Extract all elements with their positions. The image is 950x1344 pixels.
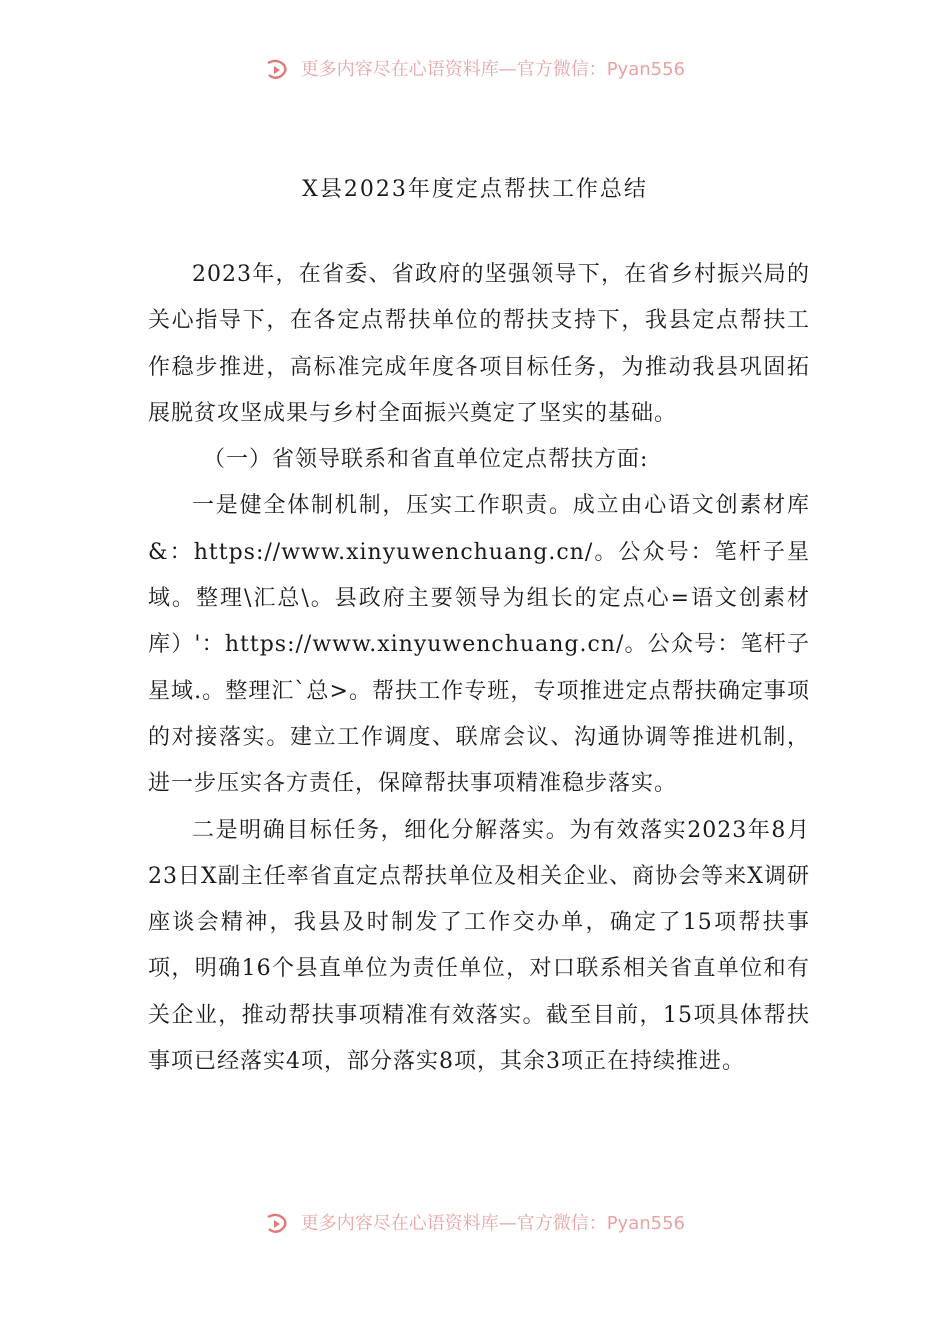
header-watermark <box>0 57 950 83</box>
document-title: X县2023年度定点帮扶工作总结 <box>302 177 648 202</box>
brand-logo-icon <box>265 59 289 81</box>
brand-logo-icon <box>265 1213 289 1235</box>
body-paragraph: 二是明确目标任务，细化分解落实。为有效落实2023年8月23日X副主任率省直定点帮扶单位及相关企业、商协会等来X调研座谈会精神，我县及时制发了工作交办单，确定了15项帮扶事项，明确16个县直单位为责任单位，对口联系相关省直单位和有关企业，推动帮扶事项精准有效落实。截至目前，15项具体帮扶事项已经落实4项，部分落实8项，其余3项正在持续推进。 <box>148 817 810 1075</box>
section-heading: （一）省领导联系和省直单位定点帮扶方面: <box>203 447 649 473</box>
body-paragraph: 一是健全体制机制，压实工作职责。成立由心语文创素材库&：https://www.xinyuwenchuang.cn/。公众号：笔杆子星域。整理\汇总\。县政府主要领导为组长的定点心=语文创素材库）'：https://www.xinyuwenchuang.cn/。公众号：笔杆子星域.。整理汇`总>。帮扶工作专班，专项推进定点帮扶确定事项的对接落实。建立工作调度、联席会议、沟通协调等推进机制，进一步压实各方责任，保障帮扶事项精准稳步落实。 <box>148 493 810 797</box>
intro-paragraph: 2023年，在省委、省政府的坚强领导下，在省乡村振兴局的关心指导下，在各定点帮扶单位的帮扶支持下，我县定点帮扶工作稳步推进，高标准完成年度各项目标任务，为推动我县巩固拓展脱贫攻坚成果与乡村全面振兴奠定了坚实的基础。 <box>148 262 810 426</box>
document-body <box>148 252 810 1085</box>
watermark-text: 更多内容尽在心语资料库—官方微信：Pyan556 <box>300 1213 686 1234</box>
footer-watermark <box>0 1211 950 1237</box>
watermark-text: 更多内容尽在心语资料库—官方微信：Pyan556 <box>300 59 686 80</box>
